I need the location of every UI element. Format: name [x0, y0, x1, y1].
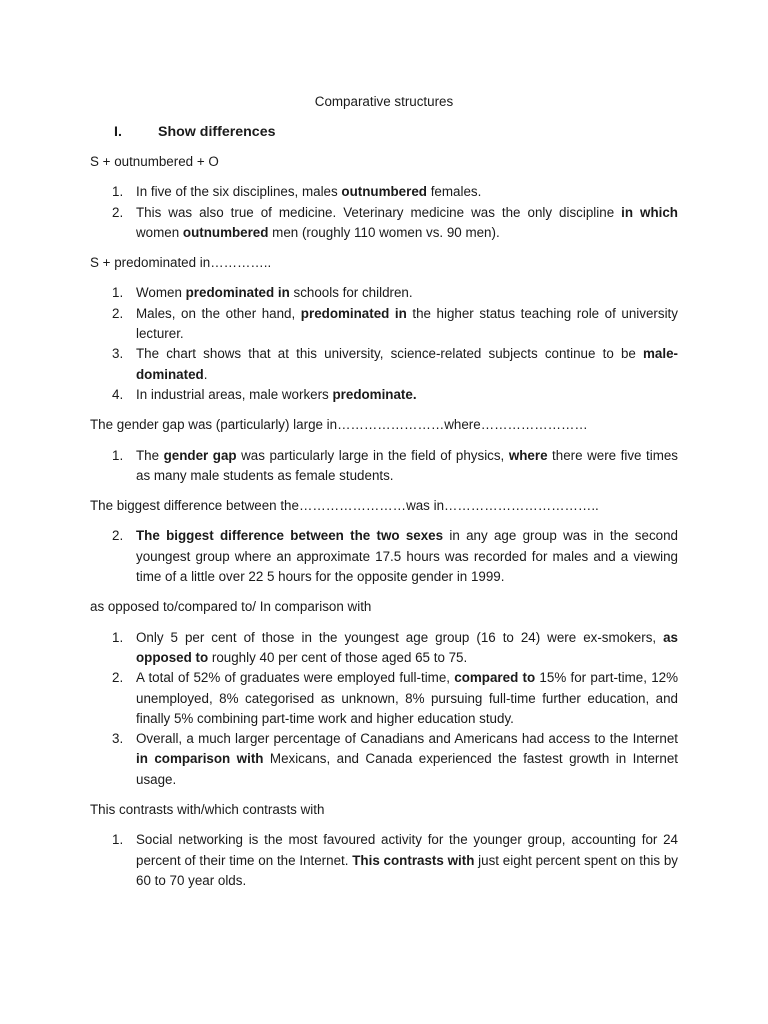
- key-phrase: predominated in: [185, 285, 290, 301]
- pattern-formula: S + predominated in…………..: [90, 255, 272, 271]
- key-phrase: as opposed to: [136, 629, 678, 665]
- item-number: 2.: [112, 204, 124, 220]
- text-run: schools for children.: [289, 285, 413, 301]
- text-run: men (roughly 110 women vs. 90 men).: [268, 224, 500, 240]
- text-run: Only 5 per cent of those in the youngest age group (16 to 24) were ex-smokers,: [136, 629, 664, 645]
- item-text: [136, 668, 678, 729]
- example-item: [90, 729, 678, 790]
- item-text: [136, 628, 678, 669]
- text-run: just eight percent spent on this by 60 to 70 year olds.: [136, 852, 678, 888]
- key-phrase: in which: [621, 204, 678, 220]
- item-text: [136, 729, 678, 790]
- example-item: [90, 628, 678, 669]
- pattern-formula: The biggest difference between the……………………was in……………………………..: [90, 498, 599, 514]
- text-run: there were five times as many male students as female students.: [136, 447, 678, 483]
- item-number: 2.: [112, 528, 124, 544]
- example-item: [90, 385, 678, 405]
- example-item: [90, 304, 678, 345]
- key-phrase: gender gap: [163, 447, 237, 463]
- key-phrase: male-dominated: [136, 346, 678, 382]
- item-number: 2.: [112, 305, 124, 321]
- item-text: [136, 182, 678, 202]
- text-run: The: [136, 447, 164, 463]
- example-list: [90, 446, 678, 487]
- example-list: [90, 526, 678, 587]
- heading-number: I.: [114, 124, 122, 140]
- item-number: 1.: [112, 447, 124, 463]
- key-phrase: outnumbered: [182, 224, 269, 240]
- document-page: [90, 92, 678, 901]
- key-phrase: outnumbered: [341, 184, 427, 200]
- key-phrase: This contrasts with: [352, 852, 475, 868]
- item-number: 1.: [112, 629, 124, 645]
- example-list: [90, 830, 678, 891]
- text-run: Social networking is the most favoured activity for the younger group, accounting for 24 percent of their time on the Internet.: [136, 832, 678, 868]
- text-run: the higher status teaching role of university lecturer.: [136, 305, 678, 342]
- text-run: In five of the six disciplines, males: [136, 184, 342, 200]
- example-item: [90, 446, 678, 487]
- item-text: [136, 526, 678, 587]
- example-item: [90, 344, 678, 385]
- key-phrase: predominated in: [300, 305, 407, 321]
- document-title: Comparative structures: [314, 94, 454, 109]
- heading-text: Show differences: [158, 124, 276, 140]
- example-item: [90, 283, 678, 303]
- key-phrase: The biggest difference between the two sexes: [136, 528, 444, 544]
- key-phrase: in comparison with: [136, 751, 264, 767]
- item-text: [136, 304, 678, 345]
- item-text: [136, 203, 678, 244]
- pattern-formula: The gender gap was (particularly) large in……………………where……………………: [90, 417, 588, 433]
- text-run: .: [203, 366, 208, 382]
- item-number: 1.: [112, 184, 124, 200]
- item-text: [136, 283, 678, 303]
- example-list: [90, 283, 678, 405]
- text-run: was particularly large in the field of physics,: [236, 447, 509, 463]
- example-list: [90, 182, 678, 243]
- text-run: In industrial areas, male workers: [136, 386, 333, 402]
- pattern-formula: as opposed to/compared to/ In comparison with: [90, 599, 372, 615]
- key-phrase: where: [508, 447, 548, 463]
- item-text: [136, 830, 678, 891]
- pattern-formula: S + outnumbered + O: [90, 154, 219, 169]
- text-run: Women: [136, 285, 186, 301]
- item-number: 3.: [112, 731, 124, 747]
- example-item: [90, 830, 678, 891]
- item-number: 2.: [112, 670, 124, 686]
- item-number: 1.: [112, 285, 124, 301]
- example-list: [90, 628, 678, 790]
- item-number: 4.: [112, 386, 124, 402]
- section-heading: [114, 122, 678, 142]
- item-text: [136, 344, 678, 385]
- text-run: A total of 52% of graduates were employed full-time,: [136, 670, 455, 686]
- key-phrase: predominate.: [332, 386, 417, 402]
- example-item: [90, 203, 678, 244]
- text-run: Males, on the other hand,: [136, 305, 301, 321]
- text-run: females.: [426, 184, 482, 200]
- item-text: [136, 446, 678, 487]
- pattern-formula: This contrasts with/which contrasts with: [90, 802, 325, 818]
- text-run: 15% for part-time, 12% unemployed, 8% categorised as unknown, 8% pursuing full-time further education, and finally 5% combining part-time work and higher education study.: [136, 670, 679, 726]
- text-run: women: [136, 224, 183, 240]
- text-run: roughly 40 per cent of those aged 65 to 75.: [208, 649, 468, 665]
- key-phrase: compared to: [454, 670, 536, 686]
- text-run: Overall, a much larger percentage of Canadians and Americans had access to the Internet: [136, 731, 678, 747]
- item-number: 1.: [112, 832, 124, 848]
- text-run: This was also true of medicine. Veterinary medicine was the only discipline: [136, 204, 622, 220]
- item-text: [136, 385, 678, 405]
- example-item: [90, 668, 678, 729]
- example-item: [90, 526, 678, 587]
- sections-container: [90, 152, 678, 891]
- example-item: [90, 182, 678, 202]
- text-run: The chart shows that at this university, science-related subjects continue to be: [136, 346, 644, 362]
- item-number: 3.: [112, 346, 124, 362]
- text-run: Mexicans, and Canada experienced the fastest growth in Internet usage.: [136, 751, 678, 787]
- text-run: in any age group was in the second youngest group where an approximate 17.5 hours was recorded for males and a viewing time of a little over 22 5 hours for the opposite gender in 1999.: [136, 528, 678, 585]
